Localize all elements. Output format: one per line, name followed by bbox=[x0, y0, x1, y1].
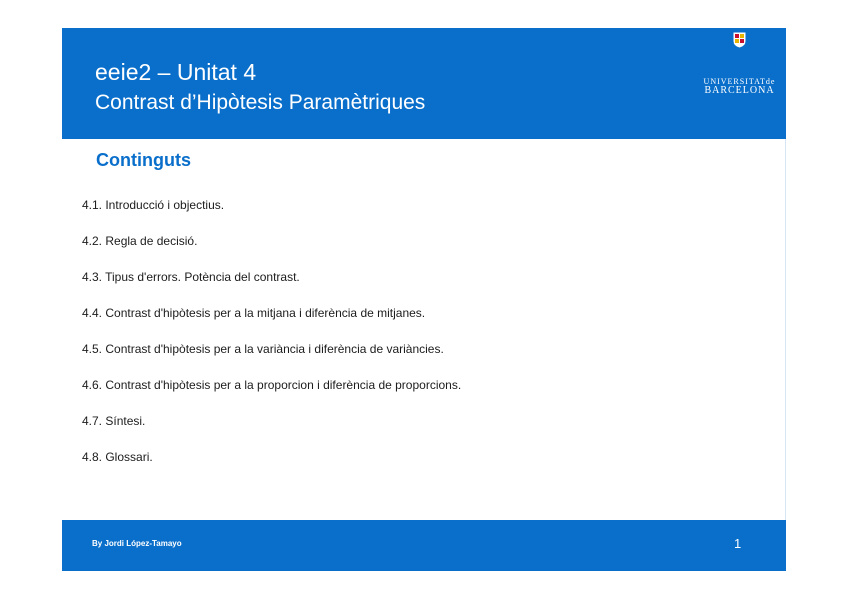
contents-item: 4.3. Tipus d'errors. Potència del contrast. bbox=[82, 270, 300, 284]
crest-icon bbox=[733, 32, 746, 48]
slide bbox=[62, 28, 786, 571]
footer-banner bbox=[62, 520, 786, 571]
contents-item: 4.1. Introducció i objectius. bbox=[82, 198, 225, 212]
header-banner bbox=[62, 28, 786, 139]
university-logo bbox=[693, 30, 786, 96]
slide-subtitle: Contrast d’Hipòtesis Paramètriques bbox=[95, 91, 426, 114]
contents-list bbox=[82, 197, 461, 485]
contents-item: 4.7. Síntesi. bbox=[82, 414, 146, 428]
contents-heading: Continguts bbox=[96, 150, 191, 170]
logo-text-barcelona: BARCELONA bbox=[704, 85, 775, 96]
contents-item: 4.6. Contrast d'hipòtesis per a la proporcion i diferència de proporcions. bbox=[82, 378, 462, 392]
slide-title: eeie2 – Unitat 4 bbox=[95, 59, 257, 85]
author-credit: By Jordi López-Tamayo bbox=[92, 539, 182, 548]
contents-item: 4.5. Contrast d'hipòtesis per a la variància i diferència de variàncies. bbox=[82, 342, 444, 356]
contents-item: 4.2. Regla de decisió. bbox=[82, 234, 198, 248]
contents-item: 4.8. Glossari. bbox=[82, 450, 153, 464]
logo-text-universitat: UNIVERSITATde bbox=[703, 77, 776, 86]
contents-item: 4.4. Contrast d'hipòtesis per a la mitjana i diferència de mitjanes. bbox=[82, 306, 426, 320]
page-number: 1 bbox=[734, 536, 742, 551]
